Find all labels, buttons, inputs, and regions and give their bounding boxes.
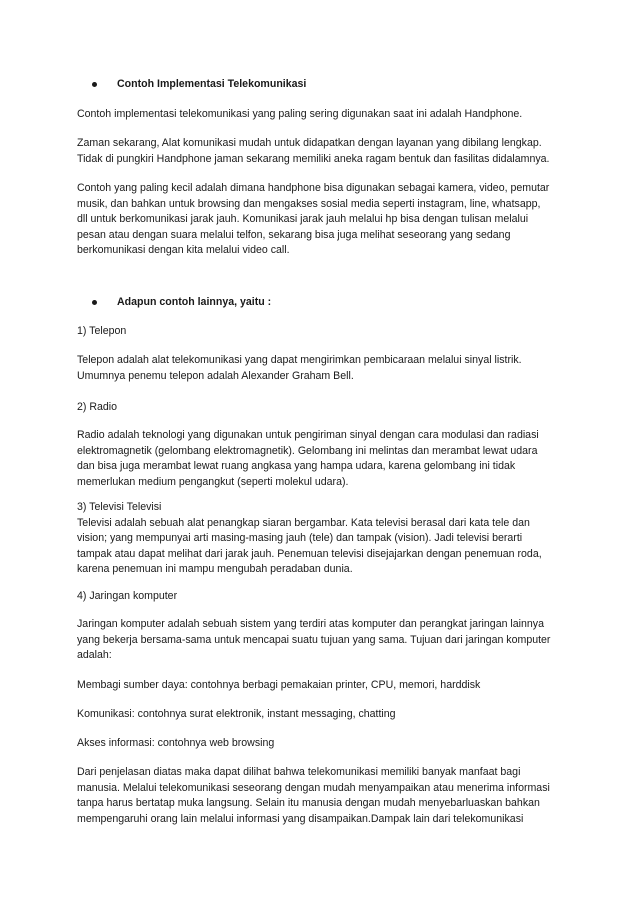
paragraph-zaman	[77, 136, 577, 167]
text-line: dan bisa juga merambat lewat ruang angkasa yang hampa udara, karena gelombang ini tidak	[77, 460, 516, 473]
text-line: tampak atau dapat melihat dari jarak jauh. Penemuan televisi disejajarkan dengan penemuan roda,	[77, 547, 542, 560]
text-line: berkomunikasi dengan kita melalui video call.	[77, 244, 290, 257]
bullet-heading-text: Adapun contoh lainnya, yaitu :	[117, 296, 272, 308]
text-line: Dari penjelasan diatas maka dapat dilihat bahwa telekomunikasi memiliki banyak manfaat bagi	[77, 766, 521, 778]
text-line: adalah:	[77, 649, 112, 662]
section-televisi	[77, 500, 577, 578]
text-line: karena penemuan ini mampu mengubah peradaban dunia.	[77, 563, 353, 576]
paragraph-akses-informasi	[77, 736, 577, 752]
heading-radio	[77, 400, 577, 416]
text-line: elektromagnetik (gelombang elektromagnetik). Gelombang ini melintas dan merambat lewat udara	[77, 444, 538, 457]
paragraph-sumber-daya	[77, 678, 577, 694]
text-line: Akses informasi: contohnya web browsing	[77, 737, 275, 749]
bullet-heading-text: Contoh Implementasi Telekomunikasi	[117, 78, 307, 90]
paragraph-contoh	[77, 181, 577, 259]
paragraph-jaringan-komputer	[77, 617, 577, 664]
text-line: Umumnya penemu telepon adalah Alexander Graham Bell.	[77, 369, 354, 382]
paragraph-telepon	[77, 353, 577, 384]
heading-telepon	[77, 324, 577, 340]
text-line: dll untuk berkomunikasi jarak jauh. Komunikasi jarak jauh melalui hp bisa dengan tulisan melalui	[77, 213, 529, 226]
text-line: memerlukan medium pengangkut (seperti molekul udara).	[77, 475, 349, 488]
text-line: manusia. Melalui telekomunikasi seseorang dengan mudah menyampaikan atau menerima informasi	[77, 781, 550, 794]
text-line: 4) Jaringan komputer	[77, 590, 178, 602]
text-line: mempengaruhi orang lain melalui informasi yang disampaikan.Dampak lain dari telekomunikasi	[77, 812, 524, 825]
text-line: Komunikasi: contohnya surat elektronik, instant messaging, chatting	[77, 708, 396, 720]
text-line: yang bekerja bersama-sama untuk mencapai suatu tujuan yang sama. Tujuan dari jaringan komputer	[77, 633, 551, 646]
text-line: Contoh yang paling kecil adalah dimana handphone bisa digunakan sebagai kamera, video, pemutar	[77, 182, 550, 194]
text-line: Radio adalah teknologi yang digunakan untuk pengiriman sinyal dengan cara modulasi dan radiasi	[77, 429, 539, 441]
text-line: Contoh implementasi telekomunikasi yang paling sering digunakan saat ini adalah Handphone.	[77, 108, 523, 120]
text-line: vision; yang mempunyai arti masing-masing jauh (tele) dan tampak (vision). Jadi televisi berarti	[77, 532, 523, 545]
text-line: musik, dan bahkan untuk browsing dan mengakses sosial media seperti instagram, line, whatsapp,	[77, 197, 541, 210]
text-line: Telepon adalah alat telekomunikasi yang dapat mengirimkan pembicaraan melalui sinyal listrik.	[77, 354, 522, 366]
text-line: Tidak di pungkiri Handphone jaman sekarang memiliki aneka ragam bentuk dan fasilitas didalamnya.	[77, 152, 550, 165]
paragraph-radio	[77, 428, 577, 490]
text-line: Jaringan komputer adalah sebuah sistem yang terdiri atas komputer dan perangkat jaringan lainnya	[77, 618, 544, 630]
text-line: 3) Televisi Televisi	[77, 501, 162, 513]
text-line: 1) Telepon	[77, 325, 127, 337]
text-line: Zaman sekarang, Alat komunikasi mudah untuk didapatkan dengan layanan yang dibilang lengkap.	[77, 137, 542, 149]
text-line: 2) Radio	[77, 401, 118, 413]
paragraph-kesimpulan	[77, 765, 577, 827]
text-line: Membagi sumber daya: contohnya berbagi pemakaian printer, CPU, memori, harddisk	[77, 679, 481, 691]
text-line: tanpa harus bertatap muka langsung. Selain itu manusia dengan mudah menyebarluaskan bahkan	[77, 797, 540, 810]
text-line: pesan atau dengan suara melalui telfon, sekarang bisa juga melihat seseorang yang sedang	[77, 228, 511, 241]
bullet-dot-icon	[92, 300, 97, 305]
paragraph-komunikasi	[77, 707, 577, 723]
heading-jaringan-komputer	[77, 589, 577, 605]
text-line: Televisi adalah sebuah alat penangkap siaran bergambar. Kata televisi berasal dari kata tele dan	[77, 516, 530, 529]
bullet-dot-icon	[92, 82, 97, 87]
paragraph-intro	[77, 107, 577, 123]
